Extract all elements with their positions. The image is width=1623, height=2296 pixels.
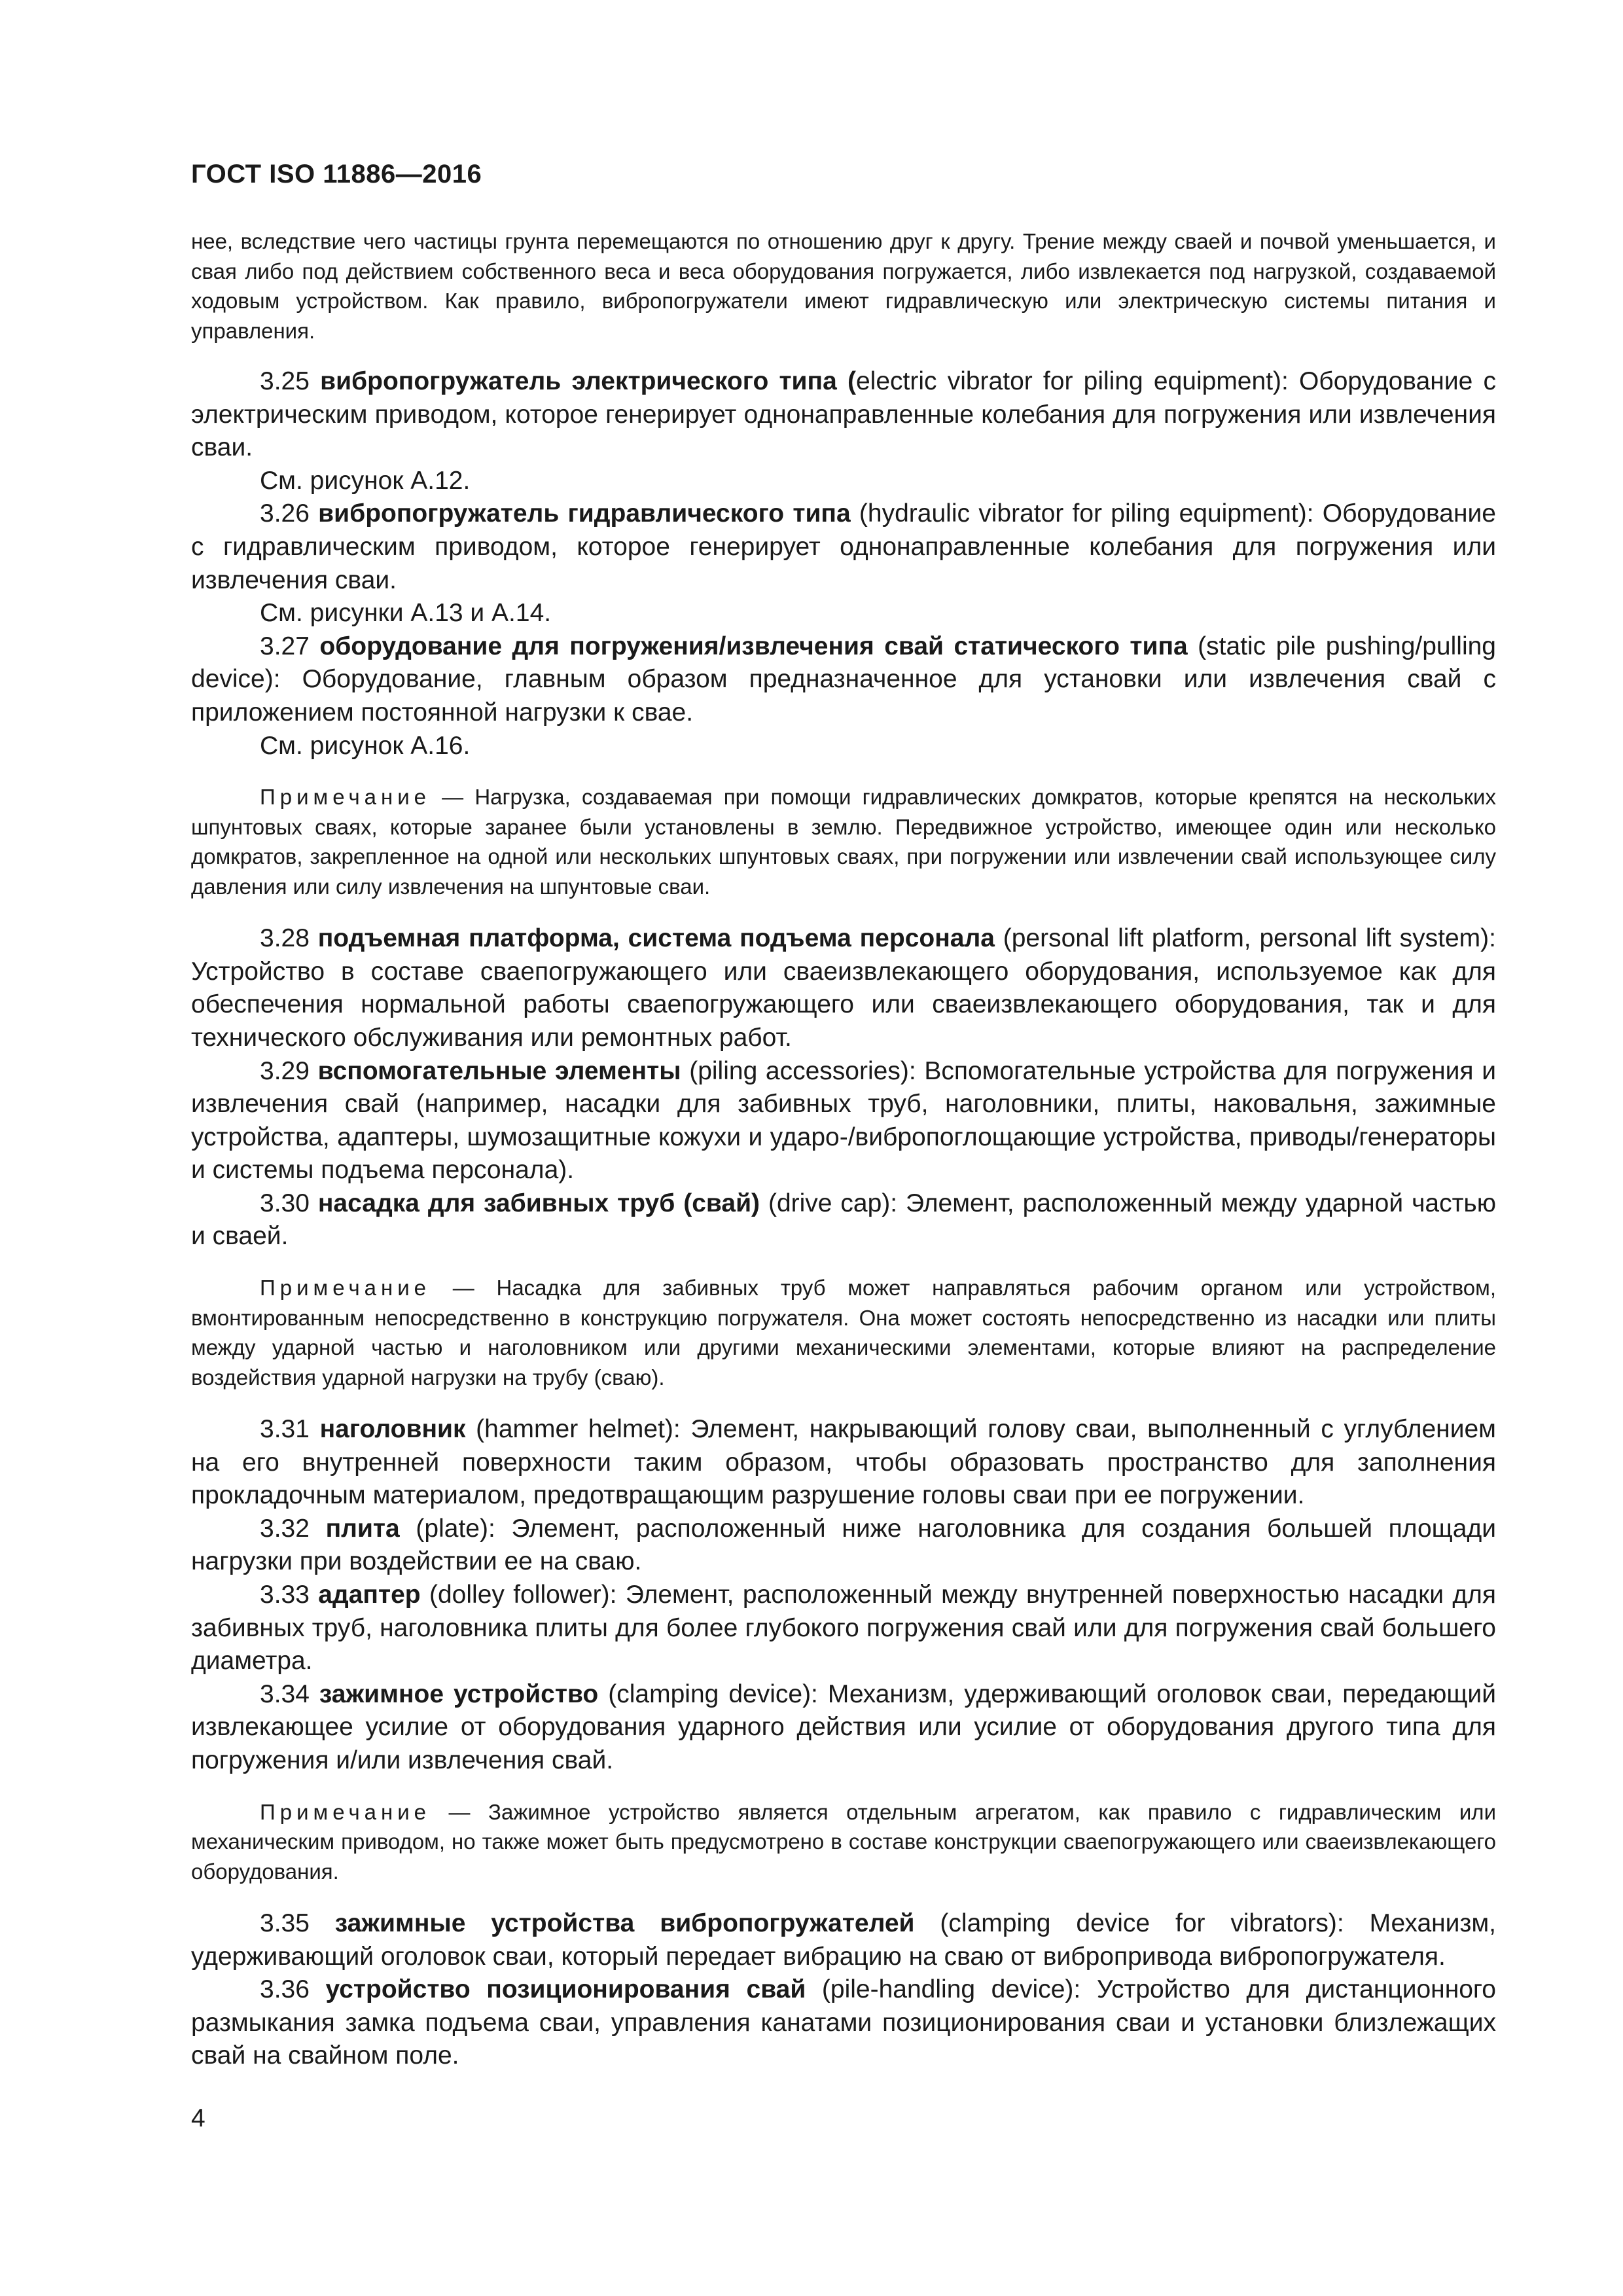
entry-3-27	[191, 630, 1496, 730]
entry-definition: (personal lift platform, personal lift system): Устройство в составе сваепогружающего или сваеизвлекающего оборудования, используемое как для обеспечения нормальной работы сваепогружающего или сваеизвлекающего оборудования, так и для технического обслуживания или ремонтных работ.	[191, 924, 1496, 1052]
entry-3-26	[191, 497, 1496, 597]
entry-term: вибропогружатель электрического типа (	[320, 367, 856, 395]
entry-3-31	[191, 1413, 1496, 1513]
note-dash: —	[431, 785, 475, 810]
entry-number: 3.28	[260, 924, 310, 953]
document-body	[191, 226, 1496, 2073]
entry-number: 3.36	[260, 1975, 310, 2004]
note-paragraph	[191, 1273, 1496, 1392]
entry-definition: (hydraulic vibrator for piling equipment): Оборудование с гидравлическим приводом, которое генерирует однонаправленные колебания для погружения или извлечения сваи.	[191, 499, 1497, 594]
entry-term: наголовник	[319, 1415, 466, 1444]
entry-3-33	[191, 1579, 1496, 1678]
entry-definition: (clamping device): Механизм, удерживающий оголовок сваи, передающий извлекающее усилие от оборудования ударного действия или усилие от оборудования другого типа для погружения и/или извлечения свай.	[191, 1679, 1496, 1774]
entry-number: 3.32	[260, 1514, 310, 1543]
entry-number: 3.30	[260, 1189, 310, 1217]
entry-term: плита	[325, 1514, 400, 1543]
note-label: Примечание	[260, 785, 431, 810]
entry-term: насадка для забивных труб (свай)	[317, 1189, 760, 1217]
entry-term: адаптер	[318, 1581, 421, 1609]
entry-number: 3.26	[260, 499, 310, 528]
entry-definition: (static pile pushing/pulling device): Оборудование, главным образом предназначенное для установки или извлечения свай с приложением постоянной нагрузки к свае.	[191, 632, 1496, 726]
entry-definition: (pile-handling device): Устройство для дистанционного размыкания замка подъема сваи, управления канатами позиционирования сваи и установки близлежащих свай на свайном поле.	[191, 1975, 1496, 2070]
figure-reference: См. рисунок А.16.	[260, 731, 471, 760]
entry-number: 3.27	[260, 632, 310, 660]
entry-3-35	[191, 1907, 1496, 1973]
note-text: Нагрузка, создаваемая при помощи гидравлических домкратов, которые крепятся на нескольких шпунтовых сваях, которые заранее были установлены в землю. Передвижное устройство, имеющее один или несколько домкратов, закрепленное на одной или нескольких шпунтовых сваях, при погружении или извлечении свай использующее силу давления или силу извлечения на шпунтовые сваи.	[191, 785, 1496, 899]
note-label: Примечание	[260, 1799, 431, 1824]
entry-3-30	[191, 1187, 1496, 1253]
entry-term: оборудование для погружения/извлечения свай статического типа	[319, 632, 1188, 660]
entry-number: 3.25	[260, 367, 310, 395]
figure-reference: См. рисунок А.12.	[260, 466, 471, 495]
entry-3-36	[191, 1973, 1496, 2073]
entry-term: вибропогружатель гидравлического типа	[318, 499, 851, 528]
entry-definition: (piling accessories): Вспомогательные устройства для погружения и извлечения свай (например, насадки для забивных труб, наголовники, плиты, наковальня, зажимные устройства, адаптеры, шумозащитные кожухи и ударо-/вибропоглощающие устройства, приводы/генераторы и системы подъема персонала).	[191, 1056, 1496, 1185]
entry-term: зажимное устройство	[319, 1679, 599, 1708]
entry-number: 3.31	[260, 1415, 310, 1444]
page-number: 4	[191, 2104, 205, 2132]
entry-term: устройство позиционирования свай	[325, 1975, 806, 2004]
note-text: Насадка для забивных труб может направляться рабочим органом или устройством, вмонтированным непосредственно в конструкцию погружателя. Она может состоять непосредственно из насадки или плиты между ударной частью и наголовником или другими механическими элементами, которые влияют на распределение воздействия ударной нагрузки на трубу (сваю).	[191, 1276, 1496, 1390]
entry-definition: electric vibrator for piling equipment): Оборудование с электрическим приводом, которое генерирует однонаправленные колебания для погружения или извлечения сваи.	[191, 367, 1496, 462]
entry-term: подъемная платформа, система подъема персонала	[317, 924, 995, 953]
entry-number: 3.33	[260, 1581, 310, 1609]
note-dash: —	[431, 1276, 497, 1300]
entry-number: 3.34	[260, 1679, 310, 1708]
entry-number: 3.35	[260, 1909, 310, 1938]
entry-definition: (hammer helmet): Элемент, накрывающий голову сваи, выполненный с углублением на его внутренней поверхности таким образом, чтобы образовать пространство для заполнения прокладочным материалом, предотвращающим разрушение головы сваи при ее погружении.	[191, 1415, 1496, 1510]
figure-reference: См. рисунки А.13 и А.14.	[260, 599, 552, 628]
note-label: Примечание	[260, 1276, 431, 1300]
entry-3-32	[191, 1513, 1496, 1579]
entry-definition: (dolley follower): Элемент, расположенный между внутренней поверхностью насадки для забивных труб, наголовника плиты для более глубокого погружения свай или для погружения свай большего диаметра.	[191, 1581, 1496, 1676]
entry-definition: (drive cap): Элемент, расположенный между ударной частью и сваей.	[191, 1189, 1497, 1251]
note-paragraph	[191, 782, 1496, 901]
entry-definition: (clamping device for vibrators): Механизм, удерживающий оголовок сваи, который передает вибрацию на сваю от вибропривода вибропогружателя.	[191, 1909, 1496, 1971]
entry-3-25	[191, 365, 1496, 465]
intro-paragraph: нее, вследствие чего частицы грунта перемещаются по отношению друг к другу. Трение между сваей и почвой уменьшается, и свая либо под действием собственного веса и веса оборудования погружается, либо извлекается под нагрузкой, создаваемой ходовым устройством. Как правило, вибропогружатели имеют гидравлическую или электрическую системы питания и управления.	[191, 229, 1496, 343]
document-header: ГОСТ ISO 11886—2016	[191, 160, 482, 188]
entry-term: зажимные устройства вибропогружателей	[334, 1909, 915, 1938]
entry-3-28	[191, 922, 1496, 1054]
note-paragraph	[191, 1797, 1496, 1887]
note-dash: —	[431, 1799, 489, 1824]
entry-3-34	[191, 1678, 1496, 1778]
entry-3-29	[191, 1055, 1496, 1187]
entry-term: вспомогательные элементы	[317, 1056, 681, 1085]
entry-definition: (plate): Элемент, расположенный ниже наголовника для создания большей площади нагрузки при воздействии ее на сваю.	[191, 1514, 1496, 1576]
note-text: Зажимное устройство является отдельным агрегатом, как правило с гидравлическим или механическим приводом, но также может быть предусмотрено в составе конструкции сваепогружающего или сваеизвлекающего оборудования.	[191, 1799, 1497, 1884]
entry-number: 3.29	[260, 1056, 310, 1085]
